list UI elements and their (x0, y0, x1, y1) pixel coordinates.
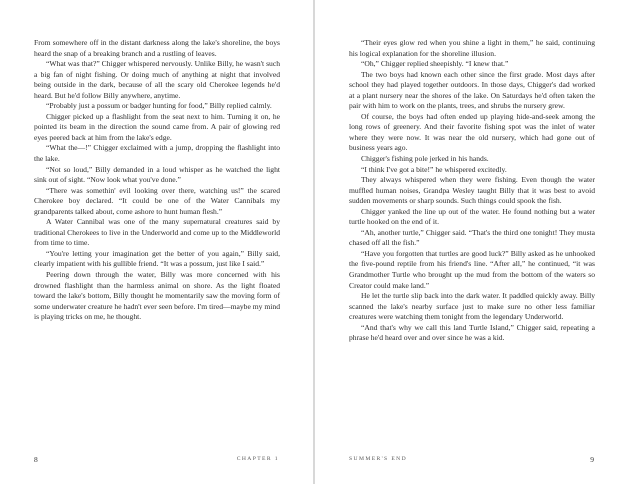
paragraph: Of course, the boys had often ended up playing hide-and-seek among the long rows of greenery. And their favorite fishing spot was the inlet of water where they were now. It was near the old nursery, which had gone out of business years ago. (349, 111, 595, 153)
paragraph: They always whispered when they were fishing. Even though the water muffled human noises, Grandpa Wesley taught Billy that it was best to avoid sudden movements or sharp sounds. Such things could spook the fish. (349, 175, 595, 206)
paragraph: A Water Cannibal was one of the many supernatural creatures said by traditional Cherokees to live in the Underworld and come up to the Middleworld from time to time. (34, 217, 280, 248)
paragraph: He let the turtle slip back into the dark water. It paddled quickly away. Billy scanned the lake's nearby surface just to make sure no other less familiar creatures were watching them tonight from the legendary Underworld. (349, 291, 595, 322)
paragraph: Chigger's fishing pole jerked in his hands. (361, 154, 489, 164)
running-head: CHAPTER 1 (236, 456, 279, 462)
paragraph: “I think I've got a bite!” he whispered excitedly. (361, 164, 507, 174)
paragraph: “What was that?” Chigger whispered nervously. Unlike Billy, he wasn't such a big fan of night fishing. Or doing much of anything at night that involved being outside in the dark, because of all the scary old Cherokee legends he'd heard. But he'd follow Billy anywhere, anytime. (34, 59, 280, 100)
paragraph: Chigger yanked the line up out of the water. He found nothing but a water turtle hooked on the end of it. (349, 206, 595, 227)
paragraph: Chigger picked up a flashlight from the seat next to him. Turning it on, he pointed its beam in the direction the sound came from. A pair of glowing red eyes peered back at him from the lake's edge. (34, 111, 280, 142)
page-number: 8 (34, 455, 38, 464)
paragraph: Peering down through the water, Billy was more concerned with his drowned flashlight than the harmless animal on shore. As the light floated toward the lake's bottom, Billy thought he momentarily saw the moving form of some underwater creature he hadn't ever seen before. I'm tired—maybe my mind is playing tricks on me, he thought. (34, 270, 280, 322)
paragraph: “Oh,” Chigger replied sheepishly. “I knew that.” (361, 59, 509, 69)
right-page (315, 0, 628, 484)
paragraph: “Probably just a possum or badger hunting for food,” Billy replied calmly. (46, 101, 272, 111)
paragraph: From somewhere off in the distant darkness along the lake's shoreline, the boys heard the snap of a breaking branch and a rustling of leaves. (34, 38, 280, 58)
paragraph: “Ah, another turtle,” Chigger said. “That's the third one tonight! They musta chased off all the fish.” (349, 227, 595, 248)
paragraph: “You're letting your imagination get the better of you again,” Billy said, clearly impatient with his gullible friend. “It was a possum, just like I said.” (34, 248, 280, 269)
left-page-text (34, 38, 280, 323)
paragraph: The two boys had known each other since the first grade. Most days after school they had played together outdoors. In those days, Chigger's dad worked at a plant nursery near the shores of the lake. On Saturdays he'd often taken the pair with him to work on the plants, trees, and shrubs the nursery grew. (349, 69, 595, 111)
paragraph: “There was somethin' evil looking over there, watching us!” the scared Cherokee boy declared. “It could be one of the Water Cannibals my grandparents talked about, come ashore to hunt human flesh.” (34, 185, 280, 216)
paragraph: “Their eyes glow red when you shine a light in them,” he said, continuing his logical explanation for the shoreline illusion. (349, 38, 595, 58)
running-head: SUMMER'S END (349, 456, 408, 462)
paragraph: “What the—!” Chigger exclaimed with a jump, dropping the flashlight into the lake. (34, 143, 280, 164)
right-page-text (349, 38, 595, 344)
paragraph: “And that's why we call this land Turtle Island,” Chigger said, repeating a phrase he'd heard over and over since he was a kid. (349, 322, 595, 343)
paragraph: “Not so loud,” Billy demanded in a loud whisper as he watched the light sink out of sight. “Now look what you've done.” (34, 164, 280, 185)
left-page (0, 0, 313, 484)
page-number: 9 (590, 455, 594, 464)
paragraph: “Have you forgotten that turtles are good luck?” Billy asked as he unhooked the five-pound reptile from his friend's line. “After all,” he continued, “it was Grandmother Turtle who brought up the mud from the bottom of the waters so Creator could make land.” (349, 248, 595, 290)
